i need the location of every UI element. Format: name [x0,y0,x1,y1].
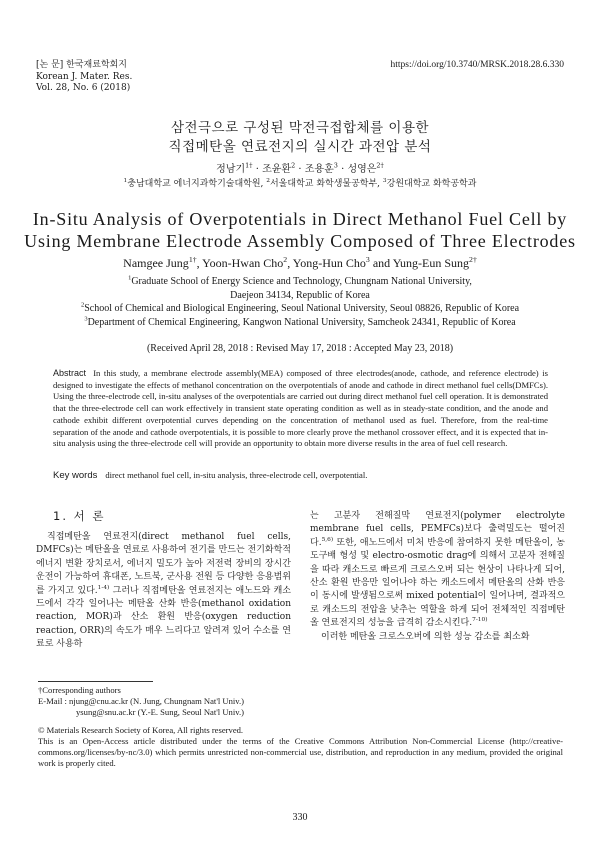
author-en-name: Yoon-Hwan Cho [202,256,284,270]
keywords-label: Key words [53,470,98,481]
author-en-sep: and [369,256,393,270]
keywords [53,470,548,481]
journal-volume: Vol. 28, No. 6 (2018) [36,83,131,93]
author-en-name: Namgee Jung [123,256,189,270]
author-en-name: Yong-Hun Cho [292,256,366,270]
author-kr-name: 조용훈 [304,164,334,175]
email-line-2[interactable]: ysung@snu.ac.kr (Y.-E. Sung, Seoul Nat'l Univ.) [76,707,244,718]
body-column-right [310,510,565,644]
title-en-line2: Using Membrane Electrode Assembly Composed of Three Electrodes [24,231,576,251]
affiliations-kr [0,178,600,191]
journal-name-kr: [논 문] 한국재료학회지 [36,60,127,70]
paragraph-text: 는 고분자 전해질막 연료전지(polymer electrolyte membrane fuel cells, PEMFCs)보다 출력밀도는 떨어진다. [310,511,565,548]
keywords-text: direct methanol fuel cell, in-situ analysis, three-electrode cell, overpotential. [105,470,368,480]
paragraph [36,531,291,652]
license-text: This is an Open-Access article distributed under the terms of the Creative Commons Attribution Non-Commercial License (http://creative-commons.org/licenses/by-nc/3.0) which permits unrestricted non-commercial use, distribution, and reproduction in any medium, provided the original work is properly cited. [38,735,563,769]
affil-kr-mark: 2 [266,178,270,184]
paragraph-text: 직접메탄올 연료전지(direct methanol fuel cells, DMFCs)는 메탄올을 연료로 사용하여 전기를 만드는 전기화학적 에너지 변환 장치로서, 에너지 밀도가 높아 저전력 장비의 장시간 운전이 가능하여 휴대폰, 노트북, 군사용 전원 등 다양한 응용범위를 가지고 있다. [36,532,291,596]
author-kr-name: 성영은 [347,164,377,175]
author-kr-mark: 2† [376,161,384,170]
copyright: © Materials Research Society of Korea, All rights reserved. [38,724,244,735]
citation: 7-10) [472,617,488,624]
affil-en-3 [0,316,600,330]
affil-en-mark: 1 [128,274,132,282]
authors-kr [0,163,600,176]
author-en-sep: , [287,256,293,270]
affil-en-2 [0,302,600,316]
paragraph-text: 그러나 직접메탄올 연료전지는 애노드와 캐소드에서 각각 일어나는 메탄올 산화 반응(methanol oxidation reaction, MOR)과 산소 환원 반응(oxygen reduction reaction, ORR)의 속도가 매우 느리다고 알려져 있어 수소를 연료로 사용하 [36,585,291,650]
section-heading: 1. 서 론 [53,509,106,523]
footnote-rule [38,681,153,682]
author-kr-name: 정남기 [216,164,246,175]
journal-info [36,60,132,95]
page-number: 330 [292,812,308,823]
paragraph: 이러한 메탄올 크로스오버에 의한 성능 감소를 최소화 [321,631,530,642]
author-kr-sep: · [337,164,348,175]
affil-kr-mark: 1 [123,178,128,184]
author-en-mark: 1† [188,255,197,264]
body-column-left [36,531,291,652]
author-en-mark: 2 [283,255,288,264]
title-kr [0,119,600,157]
affil-kr: 강원대학교 화학공학과 [386,179,477,189]
author-kr-sep: · [252,164,263,175]
abstract-text: In this study, a membrane electrode assembly(MEA) composed of three electrodes(anode, cathode, and reference electrode) is designed to investigate the effects of methanol concentration on the overpotentials of anode and cathode in direct methanol fuel cells(DMFCs). Using the three-electrode cell, in-situ analyses of the overpotentials are carried out during direct methanol fuel cell operation. It is demonstrated that the three-electrode cell can work effectively in transient state operating condition as well as in steady-state condition, and the anode and cathode exhibit different overpotential curves depending on the concentration of methanol used as fuel. Therefore, from the real-time separation of the anode and cathode overpotentials, it is possible to more clearly prove the methanol crossover effect, and it is expected that in-situ analysis using the three-electrode cell will provide an opportunity to obtain more diverse results in the area of fuel cell research. [53,368,548,449]
citation: 1-4) [97,584,110,591]
corresponding-label: †Corresponding authors [38,685,121,695]
abstract [53,368,548,450]
authors-en [0,256,600,271]
author-en-mark: 3 [365,255,370,264]
affil-en-text: Graduate School of Energy Science and Technology, Chungnam National University, [131,276,472,287]
title-en-line1: In-Situ Analysis of Overpotentials in Direct Methanol Fuel Cell by [32,209,568,229]
author-en-mark: 2† [469,255,477,264]
affil-kr-mark: 3 [382,178,387,184]
title-kr-line2: 직접메탄올 연료전지의 실시간 과전압 분석 [168,139,432,155]
author-kr-sep: · [295,164,305,175]
affil-kr: 충남대학교 에너지과학기술대학원, [127,179,267,189]
author-kr-mark: 1† [245,161,253,170]
abstract-label: Abstract [53,368,87,378]
paragraph-text: 또한, 애노드에서 미처 반응에 참여하지 못한 메탄올이, 농도구배 형성 및 electro-osmotic drag에 의해서 고분자 전해질을 따라 캐소드로 빠르게 크로스오버 되는 현상이 나타나게 되어, 산소 환원 반응만 일어나야 하는 캐소드에서 메탄올의 산화 반응이 동시에 발생됨으로써 mixed potential이 일어나며, 결과적으로 캐소드의 전압을 낮추는 역할을 하게 되어 전체적인 직접메탄올 연료전지의 성능을 급격히 감소시킨다. [310,537,565,629]
affil-en-mark: 3 [84,315,88,323]
author-en-name: Yung-Eun Sung [392,256,470,270]
affil-en-1 [0,275,600,289]
affil-en-1-cont: Daejeon 34134, Republic of Korea [230,289,370,301]
affil-kr: 서울대학교 화학생물공학부, [269,179,383,189]
journal-name-en: Korean J. Mater. Res. [36,71,133,82]
paragraph [310,510,565,631]
affil-en-text: Department of Chemical Engineering, Kangwon National University, Samcheok 24341, Republic of Korea [87,316,516,328]
affil-en-mark: 2 [80,301,85,309]
affiliations-en [0,275,600,329]
title-en [0,208,600,252]
doi-link[interactable]: https://doi.org/10.3740/MRSK.2018.28.6.330 [390,60,564,70]
author-kr-mark: 2 [291,161,296,170]
title-kr-line1: 삼전극으로 구성된 막전극접합체를 이용한 [170,120,430,136]
citation: 5,6) [321,536,334,543]
author-kr-name: 조윤환 [262,164,292,175]
received-dates: (Received April 28, 2018 : Revised May 17, 2018 : Accepted May 23, 2018) [146,343,454,354]
author-kr-mark: 3 [333,161,338,170]
affil-en-text: School of Chemical and Biological Engineering, Seoul National University, Seoul 08826, Republic of Korea [84,303,520,314]
author-en-sep: , [196,256,203,270]
email-line-1[interactable]: E-Mail : njung@cnu.ac.kr (N. Jung, Chungnam Nat'l Univ.) [38,696,245,707]
footnote [38,685,563,769]
